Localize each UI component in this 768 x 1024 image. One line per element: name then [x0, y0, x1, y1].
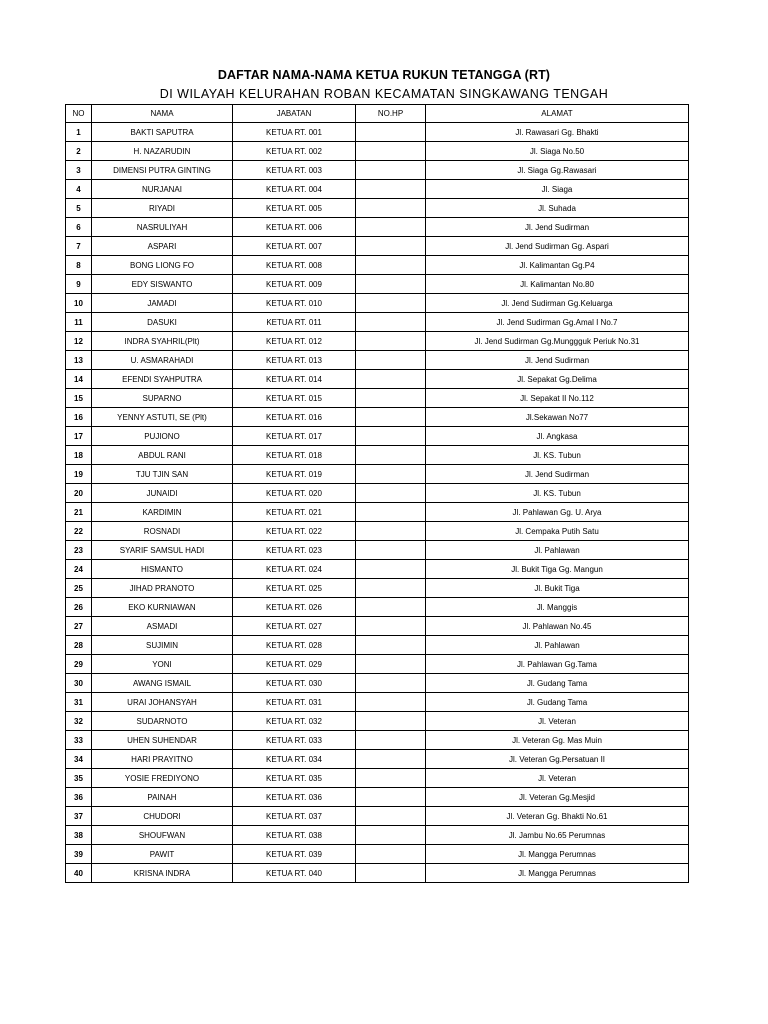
cell-jabatan: KETUA RT. 010 — [233, 294, 356, 313]
cell-no: 14 — [66, 370, 92, 389]
cell-nama: ASMADI — [92, 617, 233, 636]
cell-jabatan: KETUA RT. 008 — [233, 256, 356, 275]
cell-nohp — [356, 370, 426, 389]
table-row — [66, 788, 689, 807]
table-row — [66, 598, 689, 617]
cell-nohp — [356, 674, 426, 693]
cell-nohp — [356, 636, 426, 655]
cell-no: 17 — [66, 427, 92, 446]
cell-alamat: Jl. Veteran — [426, 712, 689, 731]
cell-alamat: Jl. Veteran Gg. Bhakti No.61 — [426, 807, 689, 826]
table-row — [66, 332, 689, 351]
cell-no: 35 — [66, 769, 92, 788]
cell-alamat: Jl. Rawasari Gg. Bhakti — [426, 123, 689, 142]
cell-jabatan: KETUA RT. 004 — [233, 180, 356, 199]
cell-no: 1 — [66, 123, 92, 142]
cell-jabatan: KETUA RT. 032 — [233, 712, 356, 731]
cell-nama: EKO KURNIAWAN — [92, 598, 233, 617]
cell-no: 13 — [66, 351, 92, 370]
cell-nama: PAINAH — [92, 788, 233, 807]
cell-alamat: Jl. Jend Sudirman Gg.Amal I No.7 — [426, 313, 689, 332]
cell-no: 27 — [66, 617, 92, 636]
table-row — [66, 769, 689, 788]
cell-nohp — [356, 180, 426, 199]
cell-jabatan: KETUA RT. 006 — [233, 218, 356, 237]
cell-alamat: Jl. Cempaka Putih Satu — [426, 522, 689, 541]
cell-no: 16 — [66, 408, 92, 427]
cell-nama: SYARIF SAMSUL HADI — [92, 541, 233, 560]
cell-jabatan: KETUA RT. 009 — [233, 275, 356, 294]
cell-jabatan: KETUA RT. 034 — [233, 750, 356, 769]
cell-nohp — [356, 617, 426, 636]
cell-nohp — [356, 541, 426, 560]
cell-nohp — [356, 598, 426, 617]
cell-no: 39 — [66, 845, 92, 864]
cell-nohp — [356, 826, 426, 845]
cell-jabatan: KETUA RT. 036 — [233, 788, 356, 807]
cell-jabatan: KETUA RT. 014 — [233, 370, 356, 389]
cell-alamat: Jl. Veteran Gg.Persatuan II — [426, 750, 689, 769]
cell-jabatan: KETUA RT. 015 — [233, 389, 356, 408]
table-row — [66, 712, 689, 731]
cell-nama: ASPARI — [92, 237, 233, 256]
cell-no: 26 — [66, 598, 92, 617]
cell-no: 28 — [66, 636, 92, 655]
cell-alamat: Jl. Siaga No.50 — [426, 142, 689, 161]
header-jabatan: JABATAN — [233, 105, 356, 123]
cell-nama: KRISNA INDRA — [92, 864, 233, 883]
cell-no: 15 — [66, 389, 92, 408]
cell-alamat: Jl. Jend Sudirman Gg. Aspari — [426, 237, 689, 256]
cell-nohp — [356, 465, 426, 484]
cell-jabatan: KETUA RT. 027 — [233, 617, 356, 636]
cell-nama: PAWIT — [92, 845, 233, 864]
cell-nama: AWANG ISMAIL — [92, 674, 233, 693]
cell-nama: H. NAZARUDIN — [92, 142, 233, 161]
cell-nohp — [356, 864, 426, 883]
cell-jabatan: KETUA RT. 030 — [233, 674, 356, 693]
cell-nohp — [356, 503, 426, 522]
table-row — [66, 351, 689, 370]
cell-nohp — [356, 484, 426, 503]
cell-alamat: Jl. Sepakat II No.112 — [426, 389, 689, 408]
cell-jabatan: KETUA RT. 039 — [233, 845, 356, 864]
cell-alamat: Jl. Pahlawan Gg.Tama — [426, 655, 689, 674]
cell-nama: INDRA SYAHRIL(Plt) — [92, 332, 233, 351]
cell-alamat: Jl. Suhada — [426, 199, 689, 218]
table-row — [66, 826, 689, 845]
cell-nohp — [356, 522, 426, 541]
cell-alamat: Jl. KS. Tubun — [426, 484, 689, 503]
cell-alamat: Jl. Pahlawan — [426, 636, 689, 655]
cell-nohp — [356, 218, 426, 237]
cell-no: 23 — [66, 541, 92, 560]
cell-alamat: Jl. Bukit Tiga Gg. Mangun — [426, 560, 689, 579]
cell-alamat: Jl.Sekawan No77 — [426, 408, 689, 427]
cell-jabatan: KETUA RT. 017 — [233, 427, 356, 446]
table-row — [66, 275, 689, 294]
cell-no: 19 — [66, 465, 92, 484]
table-row — [66, 465, 689, 484]
cell-jabatan: KETUA RT. 021 — [233, 503, 356, 522]
cell-alamat: Jl. Pahlawan No.45 — [426, 617, 689, 636]
cell-nama: YENNY ASTUTI, SE (Plt) — [92, 408, 233, 427]
cell-alamat: Jl. Pahlawan — [426, 541, 689, 560]
table-row — [66, 237, 689, 256]
cell-nama: EFENDI SYAHPUTRA — [92, 370, 233, 389]
cell-jabatan: KETUA RT. 040 — [233, 864, 356, 883]
cell-no: 2 — [66, 142, 92, 161]
table-row — [66, 674, 689, 693]
table-row — [66, 503, 689, 522]
table-body — [66, 123, 689, 883]
cell-nohp — [356, 161, 426, 180]
table-row — [66, 161, 689, 180]
cell-jabatan: KETUA RT. 012 — [233, 332, 356, 351]
cell-alamat: Jl. Jend Sudirman Gg.Munggguk Periuk No.31 — [426, 332, 689, 351]
cell-alamat: Jl. Jend Sudirman — [426, 465, 689, 484]
cell-nohp — [356, 389, 426, 408]
cell-jabatan: KETUA RT. 016 — [233, 408, 356, 427]
cell-no: 25 — [66, 579, 92, 598]
cell-jabatan: KETUA RT. 022 — [233, 522, 356, 541]
cell-nohp — [356, 294, 426, 313]
cell-no: 33 — [66, 731, 92, 750]
cell-jabatan: KETUA RT. 005 — [233, 199, 356, 218]
cell-no: 40 — [66, 864, 92, 883]
cell-alamat: Jl. Jend Sudirman Gg.Keluarga — [426, 294, 689, 313]
cell-jabatan: KETUA RT. 001 — [233, 123, 356, 142]
cell-jabatan: KETUA RT. 028 — [233, 636, 356, 655]
cell-no: 31 — [66, 693, 92, 712]
cell-alamat: Jl. Jambu No.65 Perumnas — [426, 826, 689, 845]
cell-no: 22 — [66, 522, 92, 541]
cell-nohp — [356, 142, 426, 161]
cell-jabatan: KETUA RT. 029 — [233, 655, 356, 674]
cell-nohp — [356, 256, 426, 275]
header-nohp: NO.HP — [356, 105, 426, 123]
cell-alamat: Jl. Sepakat Gg.Delima — [426, 370, 689, 389]
cell-nohp — [356, 351, 426, 370]
cell-nama: SUPARNO — [92, 389, 233, 408]
cell-alamat: Jl. Manggis — [426, 598, 689, 617]
cell-no: 7 — [66, 237, 92, 256]
cell-nama: DIMENSI PUTRA GINTING — [92, 161, 233, 180]
cell-no: 30 — [66, 674, 92, 693]
cell-no: 36 — [66, 788, 92, 807]
cell-jabatan: KETUA RT. 020 — [233, 484, 356, 503]
cell-jabatan: KETUA RT. 025 — [233, 579, 356, 598]
cell-alamat: Jl. Bukit Tiga — [426, 579, 689, 598]
cell-nama: SUDARNOTO — [92, 712, 233, 731]
table-row — [66, 693, 689, 712]
cell-jabatan: KETUA RT. 031 — [233, 693, 356, 712]
table-row — [66, 636, 689, 655]
cell-nohp — [356, 693, 426, 712]
cell-nama: ROSNADI — [92, 522, 233, 541]
cell-nama: TJU TJIN SAN — [92, 465, 233, 484]
rt-leaders-table — [65, 104, 689, 883]
cell-jabatan: KETUA RT. 026 — [233, 598, 356, 617]
cell-nama: NURJANAI — [92, 180, 233, 199]
cell-nama: DASUKI — [92, 313, 233, 332]
table-row — [66, 617, 689, 636]
header-no: NO — [66, 105, 92, 123]
cell-nama: U. ASMARAHADI — [92, 351, 233, 370]
table-row — [66, 541, 689, 560]
cell-alamat: Jl. KS. Tubun — [426, 446, 689, 465]
cell-nama: BAKTI SAPUTRA — [92, 123, 233, 142]
cell-nama: CHUDORI — [92, 807, 233, 826]
cell-jabatan: KETUA RT. 013 — [233, 351, 356, 370]
cell-jabatan: KETUA RT. 024 — [233, 560, 356, 579]
cell-no: 12 — [66, 332, 92, 351]
cell-no: 8 — [66, 256, 92, 275]
cell-nohp — [356, 408, 426, 427]
cell-alamat: Jl. Angkasa — [426, 427, 689, 446]
cell-nohp — [356, 446, 426, 465]
cell-nohp — [356, 655, 426, 674]
cell-nohp — [356, 123, 426, 142]
cell-nama: KARDIMIN — [92, 503, 233, 522]
cell-alamat: Jl. Jend Sudirman — [426, 351, 689, 370]
cell-nohp — [356, 845, 426, 864]
cell-no: 29 — [66, 655, 92, 674]
cell-alamat: Jl. Veteran Gg.Mesjid — [426, 788, 689, 807]
cell-nama: ABDUL RANI — [92, 446, 233, 465]
cell-jabatan: KETUA RT. 023 — [233, 541, 356, 560]
cell-no: 3 — [66, 161, 92, 180]
cell-jabatan: KETUA RT. 007 — [233, 237, 356, 256]
cell-jabatan: KETUA RT. 003 — [233, 161, 356, 180]
cell-nama: HARI PRAYITNO — [92, 750, 233, 769]
cell-jabatan: KETUA RT. 011 — [233, 313, 356, 332]
table-row — [66, 446, 689, 465]
cell-nama: RIYADI — [92, 199, 233, 218]
cell-alamat: Jl. Pahlawan Gg. U. Arya — [426, 503, 689, 522]
cell-nohp — [356, 712, 426, 731]
cell-jabatan: KETUA RT. 018 — [233, 446, 356, 465]
cell-nohp — [356, 579, 426, 598]
cell-nama: YOSIE FREDIYONO — [92, 769, 233, 788]
cell-nohp — [356, 807, 426, 826]
cell-alamat: Jl. Siaga Gg.Rawasari — [426, 161, 689, 180]
cell-alamat: Jl. Siaga — [426, 180, 689, 199]
cell-no: 24 — [66, 560, 92, 579]
cell-nama: HISMANTO — [92, 560, 233, 579]
cell-alamat: Jl. Gudang Tama — [426, 674, 689, 693]
table-row — [66, 731, 689, 750]
table-row — [66, 845, 689, 864]
table-row — [66, 123, 689, 142]
cell-jabatan: KETUA RT. 002 — [233, 142, 356, 161]
cell-nohp — [356, 788, 426, 807]
cell-no: 6 — [66, 218, 92, 237]
table-row — [66, 313, 689, 332]
cell-nohp — [356, 199, 426, 218]
table-row — [66, 142, 689, 161]
cell-alamat: Jl. Kalimantan No.80 — [426, 275, 689, 294]
cell-jabatan: KETUA RT. 038 — [233, 826, 356, 845]
cell-nama: EDY SISWANTO — [92, 275, 233, 294]
cell-nama: JIHAD PRANOTO — [92, 579, 233, 598]
table-row — [66, 864, 689, 883]
header-alamat: ALAMAT — [426, 105, 689, 123]
document-title: DAFTAR NAMA-NAMA KETUA RUKUN TETANGGA (RT) — [217, 68, 551, 82]
cell-nama: JUNAIDI — [92, 484, 233, 503]
table-row — [66, 427, 689, 446]
cell-alamat: Jl. Veteran — [426, 769, 689, 788]
cell-alamat: Jl. Kalimantan Gg.P4 — [426, 256, 689, 275]
cell-nohp — [356, 731, 426, 750]
cell-nama: URAI JOHANSYAH — [92, 693, 233, 712]
cell-nama: SHOUFWAN — [92, 826, 233, 845]
cell-jabatan: KETUA RT. 037 — [233, 807, 356, 826]
table-row — [66, 522, 689, 541]
cell-no: 18 — [66, 446, 92, 465]
cell-no: 10 — [66, 294, 92, 313]
cell-no: 11 — [66, 313, 92, 332]
table-row — [66, 750, 689, 769]
cell-nohp — [356, 275, 426, 294]
table-row — [66, 655, 689, 674]
cell-nohp — [356, 313, 426, 332]
cell-no: 38 — [66, 826, 92, 845]
table-row — [66, 370, 689, 389]
cell-alamat: Jl. Mangga Perumnas — [426, 845, 689, 864]
cell-nama: PUJIONO — [92, 427, 233, 446]
cell-nohp — [356, 332, 426, 351]
cell-alamat: Jl. Gudang Tama — [426, 693, 689, 712]
table-row — [66, 294, 689, 313]
cell-no: 9 — [66, 275, 92, 294]
table-row — [66, 256, 689, 275]
cell-nama: BONG LIONG FO — [92, 256, 233, 275]
cell-nohp — [356, 750, 426, 769]
cell-alamat: Jl. Veteran Gg. Mas Muin — [426, 731, 689, 750]
cell-no: 37 — [66, 807, 92, 826]
table-row — [66, 579, 689, 598]
cell-alamat: Jl. Mangga Perumnas — [426, 864, 689, 883]
cell-nama: SUJIMIN — [92, 636, 233, 655]
cell-nama: JAMADI — [92, 294, 233, 313]
cell-nama: YONI — [92, 655, 233, 674]
table-row — [66, 389, 689, 408]
cell-no: 21 — [66, 503, 92, 522]
cell-nohp — [356, 237, 426, 256]
table-header-row — [66, 105, 689, 123]
cell-no: 20 — [66, 484, 92, 503]
cell-no: 4 — [66, 180, 92, 199]
cell-nohp — [356, 427, 426, 446]
cell-nohp — [356, 560, 426, 579]
table-row — [66, 560, 689, 579]
cell-jabatan: KETUA RT. 035 — [233, 769, 356, 788]
cell-alamat: Jl. Jend Sudirman — [426, 218, 689, 237]
cell-nohp — [356, 769, 426, 788]
table-row — [66, 484, 689, 503]
cell-no: 5 — [66, 199, 92, 218]
table-row — [66, 408, 689, 427]
cell-jabatan: KETUA RT. 019 — [233, 465, 356, 484]
table-row — [66, 180, 689, 199]
cell-no: 34 — [66, 750, 92, 769]
header-nama: NAMA — [92, 105, 233, 123]
cell-no: 32 — [66, 712, 92, 731]
document-subtitle: DI WILAYAH KELURAHAN ROBAN KECAMATAN SINGKAWANG TENGAH — [159, 87, 609, 101]
cell-nama: UHEN SUHENDAR — [92, 731, 233, 750]
table-row — [66, 199, 689, 218]
table-row — [66, 218, 689, 237]
table-row — [66, 807, 689, 826]
cell-jabatan: KETUA RT. 033 — [233, 731, 356, 750]
cell-nama: NASRULIYAH — [92, 218, 233, 237]
